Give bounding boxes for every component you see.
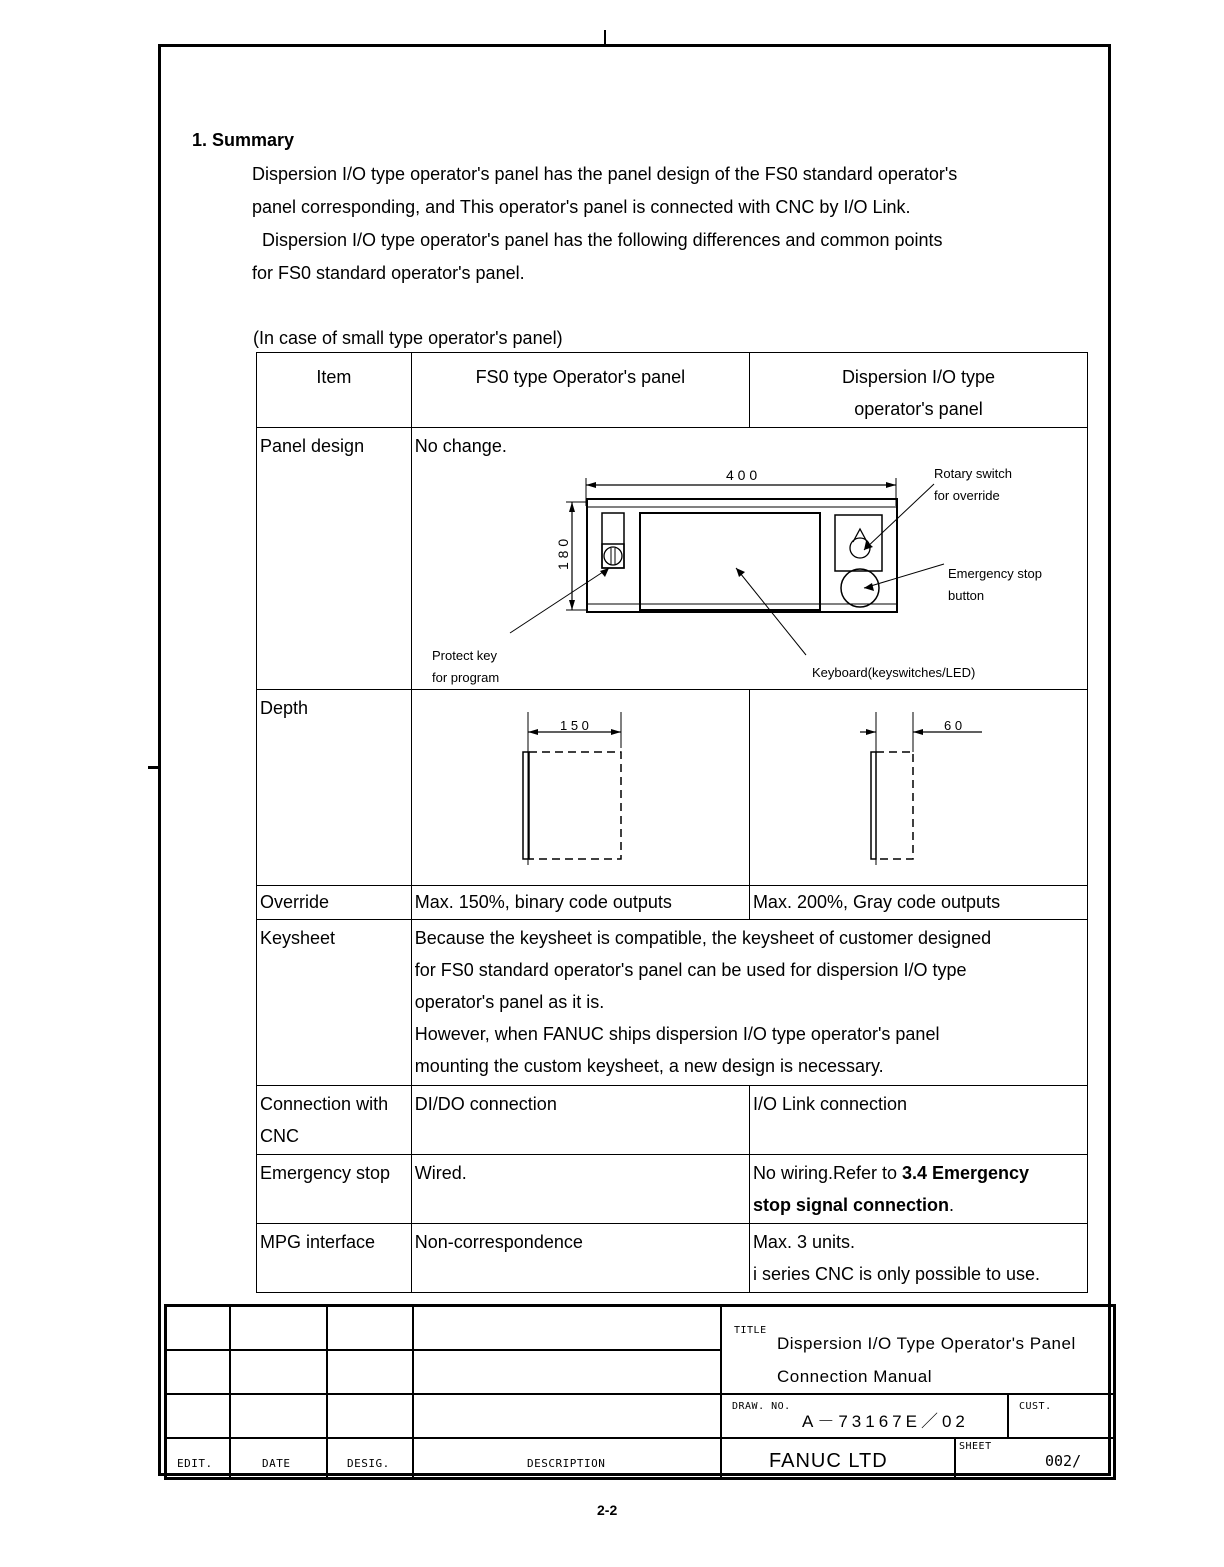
depth-outline xyxy=(529,752,621,859)
emergency-prefix: No wiring.Refer to xyxy=(752,1163,902,1183)
summary-line-1: Dispersion I/O type operator's panel has the panel design of the FS0 standard operator's xyxy=(252,164,958,184)
drawing-number: A－73167E／02 xyxy=(802,1412,969,1431)
rotary-switch-box xyxy=(835,515,882,571)
cell-item: Panel design xyxy=(257,428,412,690)
emergency-stop-button xyxy=(841,569,879,607)
connection-item-line1: Connection with xyxy=(260,1094,389,1114)
header-fs0: FS0 type Operator's panel xyxy=(411,353,749,428)
document-title-line1: Dispersion I/O Type Operator's Panel xyxy=(777,1334,1076,1353)
arrow-left xyxy=(586,482,596,488)
cell-item: Depth xyxy=(257,690,412,886)
cell-emergency-dispersion xyxy=(749,1155,1087,1224)
emergency-ref-link-1[interactable]: 3.4 Emergency xyxy=(902,1163,1030,1183)
summary-line-4: for FS0 standard operator's panel. xyxy=(252,263,525,283)
keysheet-line-3: operator's panel as it is. xyxy=(414,992,605,1012)
emergency-suffix: . xyxy=(948,1195,954,1215)
cell-mpg-fs0: Non-correspondence xyxy=(411,1224,749,1293)
cell-emergency-fs0: Wired. xyxy=(411,1155,749,1224)
label-protect-2: for program xyxy=(431,670,499,685)
table-row-override xyxy=(257,886,1088,920)
cell-panel-design xyxy=(411,428,1087,690)
page-number: 2-2 xyxy=(597,1502,618,1518)
dim-height-label: 1 8 0 xyxy=(554,538,571,570)
draw-no-label: DRAW. NO. xyxy=(732,1401,791,1412)
cell-item xyxy=(257,1086,412,1155)
cell-mpg-dispersion xyxy=(749,1224,1087,1293)
summary-line-3: Dispersion I/O type operator's panel has the following differences and common points xyxy=(252,230,943,250)
panel-diagram xyxy=(414,458,1084,688)
summary-line-2: panel corresponding, and This operator's panel is connected with CNC by I/O Link. xyxy=(252,197,911,217)
keyboard-area xyxy=(640,513,820,610)
header-item: Item xyxy=(257,353,412,428)
label-protect-1: Protect key xyxy=(431,648,497,663)
label-estop-1: Emergency stop xyxy=(947,566,1042,581)
left-margin-tick xyxy=(148,766,158,769)
header-dispersion-line1: Dispersion I/O type xyxy=(841,367,995,387)
cell-connection-fs0: DI/DO connection xyxy=(411,1086,749,1155)
mpg-dispersion-line2: i series CNC is only possible to use. xyxy=(752,1264,1041,1284)
depth-diagram-fs0 xyxy=(412,690,742,880)
cell-keysheet xyxy=(411,920,1087,1086)
label-keyboard: Keyboard(keyswitches/LED) xyxy=(811,665,976,680)
protect-key-lock-icon xyxy=(604,547,622,565)
company-name: FANUC LTD xyxy=(769,1450,888,1472)
keysheet-line-4: However, when FANUC ships dispersion I/O type operator's panel xyxy=(414,1024,940,1044)
leader-estop xyxy=(864,564,944,588)
depth-fs0-label: 1 5 0 xyxy=(559,718,589,733)
col-label-description: DESCRIPTION xyxy=(527,1457,606,1470)
col-label-date: DATE xyxy=(262,1457,291,1470)
table-row-keysheet xyxy=(257,920,1088,1086)
cust-label: CUST. xyxy=(1019,1401,1052,1412)
keysheet-line-1: Because the keysheet is compatible, the keysheet of customer designed xyxy=(414,928,992,948)
sheet-number: 002/ xyxy=(1045,1452,1082,1470)
cell-item: Keysheet xyxy=(257,920,412,1086)
keysheet-line-2: for FS0 standard operator's panel can be used for dispersion I/O type xyxy=(414,960,967,980)
cell-item: Override xyxy=(257,886,412,920)
top-margin-tick xyxy=(604,30,606,44)
col-label-desig: DESIG. xyxy=(347,1457,390,1470)
emergency-ref-link-2[interactable]: stop signal connection xyxy=(752,1195,949,1215)
title-block xyxy=(164,1304,1116,1480)
label-rotary-2: for override xyxy=(933,488,1000,503)
label-rotary-1: Rotary switch xyxy=(933,466,1012,481)
table-row-depth xyxy=(257,690,1088,886)
cell-item: MPG interface xyxy=(257,1224,412,1293)
depth-outline xyxy=(876,752,913,859)
header-dispersion xyxy=(749,353,1087,428)
table-row-emergency xyxy=(257,1155,1088,1224)
cell-override-fs0: Max. 150%, binary code outputs xyxy=(411,886,749,920)
cell-override-dispersion: Max. 200%, Gray code outputs xyxy=(749,886,1087,920)
comparison-table xyxy=(256,352,1088,1293)
panel-face xyxy=(871,752,876,859)
depth-diagram-dispersion xyxy=(750,690,1080,880)
title-label: TITLE xyxy=(734,1325,767,1336)
cell-connection-dispersion: I/O Link connection xyxy=(749,1086,1087,1155)
label-estop-2: button xyxy=(947,588,984,603)
depth-dispersion-label: 6 0 xyxy=(943,718,963,733)
cell-item: Emergency stop xyxy=(257,1155,412,1224)
table-row-mpg xyxy=(257,1224,1088,1293)
dim-width-label: 4 0 0 xyxy=(725,467,757,483)
cell-depth-dispersion xyxy=(749,690,1087,886)
arrow-right xyxy=(886,482,896,488)
sheet-label: SHEET xyxy=(959,1441,992,1452)
panel-design-value: No change. xyxy=(414,436,507,456)
table-caption: (In case of small type operator's panel) xyxy=(253,328,563,348)
connection-item-line2: CNC xyxy=(260,1126,299,1146)
table-row-panel-design xyxy=(257,428,1088,690)
leader-protect xyxy=(510,568,609,633)
table-header-row xyxy=(257,353,1088,428)
col-label-edit: EDIT. xyxy=(177,1457,213,1470)
leader-rotary xyxy=(864,484,934,550)
table-row-connection xyxy=(257,1086,1088,1155)
mpg-dispersion-line1: Max. 3 units. xyxy=(752,1232,855,1252)
section-heading: 1. Summary xyxy=(192,130,295,150)
panel-outline xyxy=(587,499,897,612)
keysheet-line-5: mounting the custom keysheet, a new design is necessary. xyxy=(414,1056,884,1076)
cell-depth-fs0 xyxy=(411,690,749,886)
header-dispersion-line2: operator's panel xyxy=(854,399,983,419)
document-title-line2: Connection Manual xyxy=(777,1367,932,1386)
